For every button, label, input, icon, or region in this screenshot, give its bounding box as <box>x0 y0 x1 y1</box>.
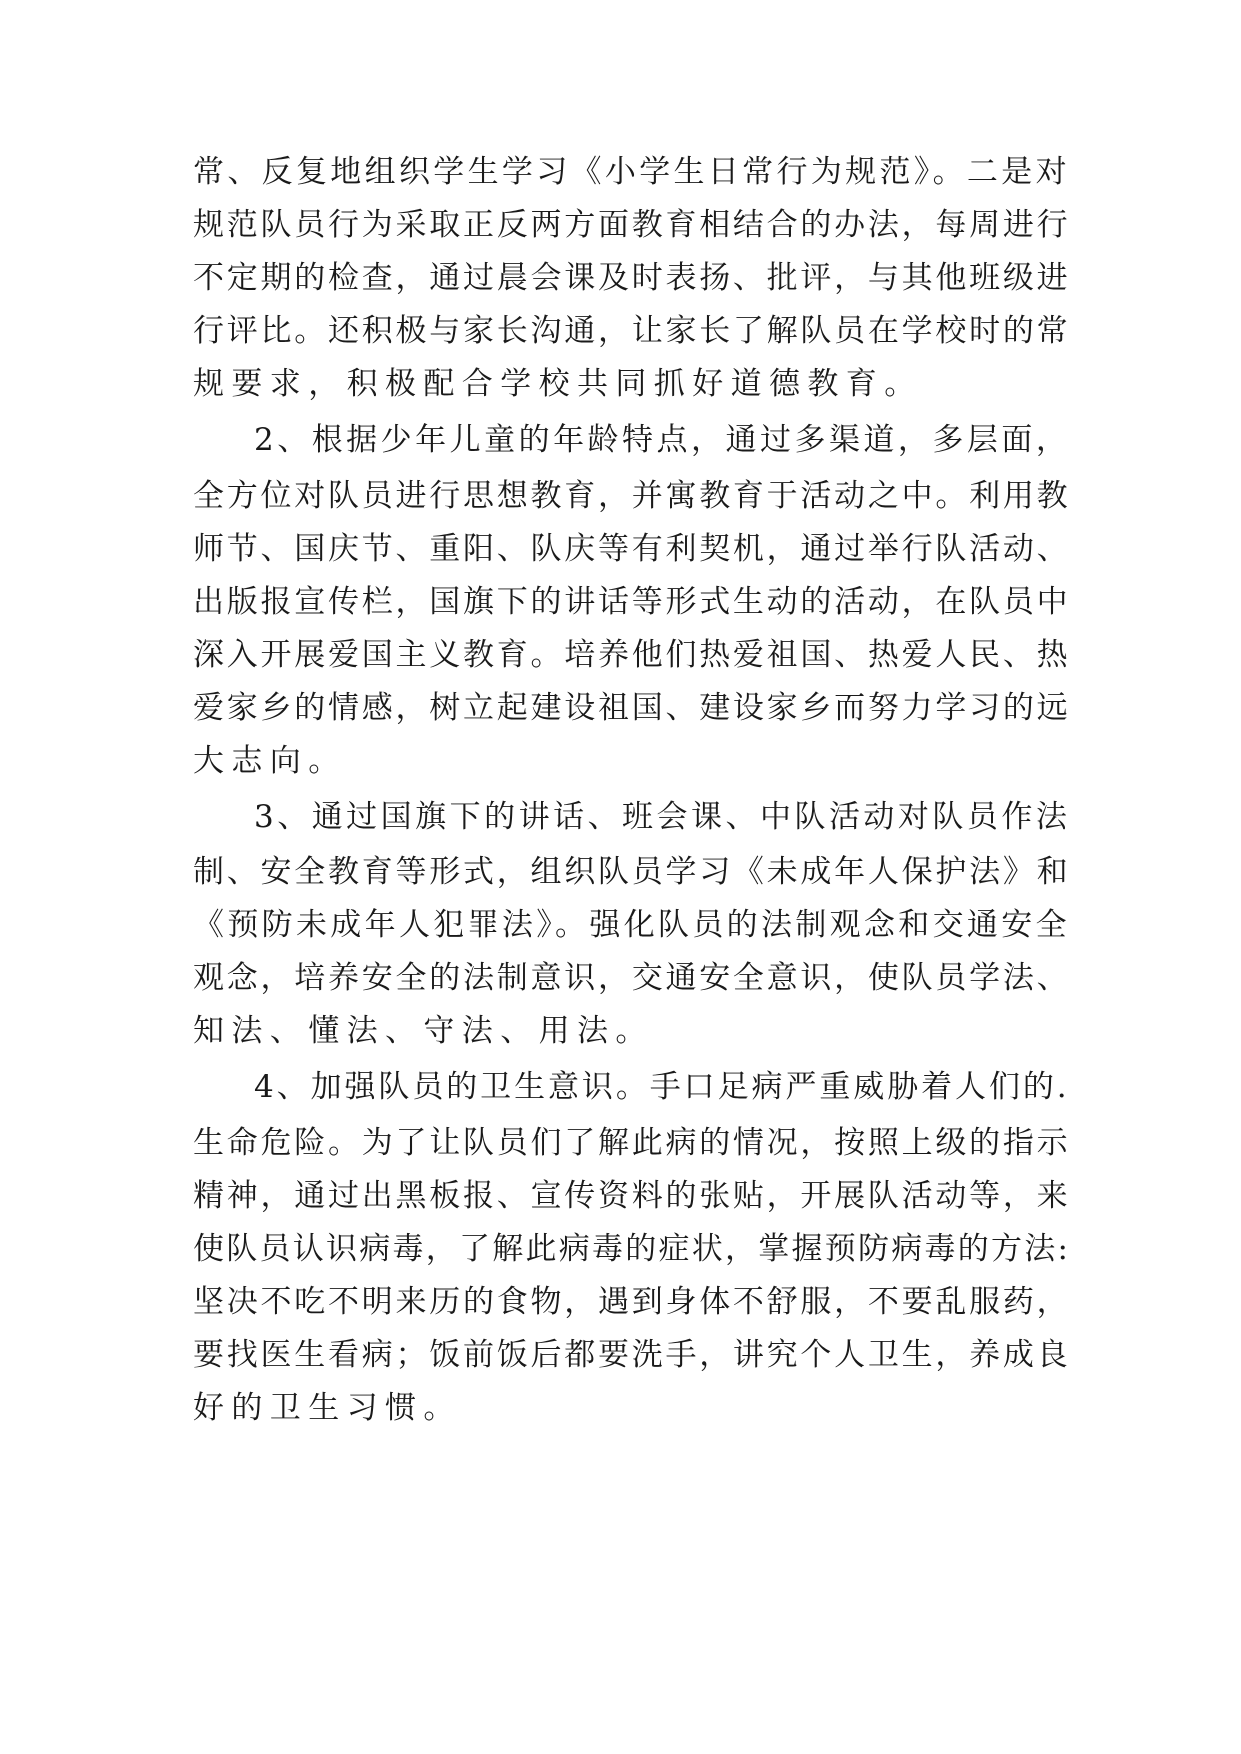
text-line: 坚决不吃不明来历的食物，遇到身体不舒服，不要乱服药， <box>193 1284 1071 1320</box>
text-line: 要找医生看病；饭前饭后都要洗手，讲究个人卫生，养成良 <box>193 1337 1071 1373</box>
text-line: 大志向。 <box>193 743 347 779</box>
paragraph-start-line: 3、通过国旗下的讲话、班会课、中队活动对队员作法 <box>254 799 1071 835</box>
text-line: 规要求，积极配合学校共同抓好道德教育。 <box>193 366 923 402</box>
paragraph-start-line: 2、根据少年儿童的年龄特点，通过多渠道，多层面， <box>254 422 1071 458</box>
text-line: 全方位对队员进行思想教育，并寓教育于活动之中。利用教 <box>193 478 1071 514</box>
text-line: 出版报宣传栏，国旗下的讲话等形式生动的活动，在队员中 <box>193 584 1071 620</box>
text-line: 规范队员行为采取正反两方面教育相结合的办法，每周进行 <box>193 207 1071 243</box>
text-line: 《预防未成年人犯罪法》。强化队员的法制观念和交通安全 <box>193 907 1070 943</box>
text-line: 常、反复地组织学生学习《小学生日常行为规范》。二是对 <box>193 154 1070 190</box>
text-line: 师节、国庆节、重阳、队庆等有利契机，通过举行队活动、 <box>193 531 1071 567</box>
text-line: 观念，培养安全的法制意识，交通安全意识，使队员学法、 <box>193 960 1071 996</box>
text-line: 精神，通过出黑板报、宣传资料的张贴，开展队活动等，来 <box>193 1178 1071 1214</box>
text-line: 制、安全教育等形式，组织队员学习《未成年人保护法》和 <box>193 854 1071 890</box>
text-line: 使队员认识病毒，了解此病毒的症状，掌握预防病毒的方法: <box>193 1231 1071 1267</box>
text-line: 知法、懂法、守法、用法。 <box>193 1013 654 1049</box>
text-line: 深入开展爱国主义教育。培养他们热爱祖国、热爱人民、热 <box>193 637 1071 673</box>
text-line: 生命危险。为了让队员们了解此病的情况，按照上级的指示 <box>193 1125 1071 1161</box>
paragraph-start-line: 4、加强队员的卫生意识。手口足病严重威胁着人们的. <box>254 1069 1070 1105</box>
text-line: 行评比。还积极与家长沟通，让家长了解队员在学校时的常 <box>193 313 1071 349</box>
text-line: 不定期的检查，通过晨会课及时表扬、批评，与其他班级进 <box>193 260 1071 296</box>
text-line: 好的卫生习惯。 <box>193 1390 462 1426</box>
text-line: 爱家乡的情感，树立起建设祖国、建设家乡而努力学习的远 <box>193 690 1071 726</box>
